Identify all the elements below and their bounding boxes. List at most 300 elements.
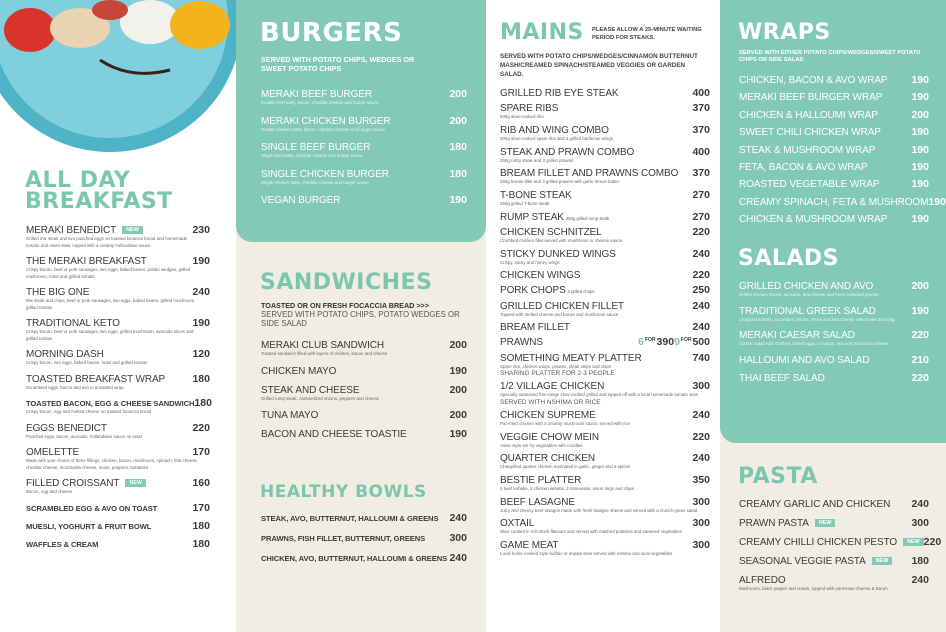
item-note: SERVED WITH NSHIMA OR RICE xyxy=(500,398,601,406)
item-price: 220 xyxy=(192,421,210,434)
menu-item xyxy=(500,300,710,319)
menu-item xyxy=(739,144,929,156)
item-description: Made with your choice of three fillings: chicken, bacon, mushroom, spinach, feta cheese, cheddar cheese, mozzarella cheese, onion, peppers, tomatoes xyxy=(26,458,199,470)
menu-item-row xyxy=(26,520,210,532)
menu-item-row xyxy=(500,211,710,223)
item-description: Classic salad with chicken, boiled eggs, croutons, avo and parmesan cheese xyxy=(739,341,889,346)
menu-item xyxy=(739,354,929,366)
item-price: 220 xyxy=(911,329,929,341)
menu-item-row xyxy=(500,124,710,136)
item-name-text: STICKY DUNKED WINGS xyxy=(500,248,616,260)
menu-item-row xyxy=(500,474,710,486)
item-description: Crispy, sticky and honey wings xyxy=(500,259,560,265)
menu-item-row xyxy=(500,269,710,281)
menu-item xyxy=(739,574,929,593)
item-name xyxy=(739,518,835,529)
breakfast-title: ALL DAY BREAKFAST xyxy=(25,168,173,214)
item-price: 300 xyxy=(692,539,710,552)
item-name-text: CHICKEN SUPREME xyxy=(500,410,596,421)
menu-item-row xyxy=(739,195,946,208)
menu-item xyxy=(500,431,710,450)
menu-item-row xyxy=(26,446,210,458)
menu-item xyxy=(500,248,710,267)
item-name xyxy=(739,214,887,225)
menu-item-row xyxy=(739,74,929,86)
item-price: 370 xyxy=(692,167,710,180)
item-description: 300g slow-cooked spare ribs and 3 grilled barbecue wings xyxy=(500,135,614,141)
menu-item-row xyxy=(500,431,710,443)
item-price: 400 xyxy=(692,87,710,99)
item-name-text: PRAWN PASTA xyxy=(739,518,809,529)
menu-item-row xyxy=(739,213,929,225)
item-description: Pan-fried chicken with a creamy mushroom sauce, served with rice xyxy=(500,421,631,426)
item-name xyxy=(500,337,543,348)
item-name xyxy=(261,554,447,563)
item-price: 300 xyxy=(911,517,929,529)
item-price: 240 xyxy=(692,299,710,312)
item-name-text: THE MERAKI BREAKFAST xyxy=(26,256,147,267)
menu-item-row xyxy=(739,498,929,510)
item-name-text: MERAKI CHICKEN BURGER xyxy=(261,115,391,127)
item-name-text: SWEET CHILI CHICKEN WRAP xyxy=(739,127,881,139)
item-price: 180 xyxy=(449,167,467,180)
item-price: 190 xyxy=(911,74,929,86)
menu-item-row xyxy=(739,280,929,292)
item-name-text: STEAK, AVO, BUTTERNUT, HALLOUMI & GREENS xyxy=(261,514,439,523)
item-price: 240 xyxy=(911,498,929,510)
sandwiches-subtitle-bold: TOASTED OR ON FRESH FOCACCIA BREAD >>> xyxy=(261,301,429,310)
item-price: 200 xyxy=(449,409,467,421)
item-name xyxy=(739,127,881,138)
item-name xyxy=(261,366,336,377)
menu-item xyxy=(500,452,710,471)
item-name xyxy=(500,432,599,443)
menu-item-row xyxy=(261,168,467,180)
menu-item-row xyxy=(261,141,467,153)
item-name xyxy=(261,385,359,396)
item-price: 190 xyxy=(928,195,946,208)
item-name xyxy=(261,89,372,100)
menu-item xyxy=(500,380,710,406)
menu-item xyxy=(500,211,710,223)
item-name xyxy=(500,227,602,238)
menu-item-row xyxy=(500,226,710,238)
menu-item-row xyxy=(500,496,710,508)
menu-item-row xyxy=(500,380,710,392)
item-name xyxy=(739,355,869,366)
item-price: 200 xyxy=(911,108,929,121)
item-price: 180 xyxy=(911,555,929,567)
item-name-text: CHICKEN MAYO xyxy=(261,365,337,377)
item-name-text: FETA, BACON & AVO WRAP xyxy=(739,161,868,173)
menu-item xyxy=(500,146,710,165)
item-description: Juicy and cheesy beef lasagne made with fresh lasagne sheets and served with a crunch green salad xyxy=(500,507,698,513)
item-name-text: VEGAN BURGER xyxy=(261,195,341,206)
item-description: Chargrilled quarter chicken marinated in garlic, ginger and 8 spices xyxy=(500,464,631,470)
sandwiches-subtitle: SERVED WITH POTATO CHIPS, POTATO WEDGES OR SIDE SALAD xyxy=(261,310,460,328)
food-plate-photo xyxy=(0,0,236,160)
item-price: 270 xyxy=(692,210,710,223)
item-price: 200 xyxy=(911,280,929,292)
menu-item-row xyxy=(500,189,710,201)
item-name xyxy=(500,125,609,136)
item-description: Bacon, egg and cheese xyxy=(26,489,73,494)
item-price: 200 xyxy=(449,114,467,127)
item-name-text: CREAMY GARLIC AND CHICKEN xyxy=(739,499,891,510)
item-name-text: TUNA MAYO xyxy=(261,410,319,421)
item-price: 400 xyxy=(692,145,710,158)
item-name-text: MERAKI CAESAR SALAD xyxy=(739,330,855,341)
item-name xyxy=(739,499,890,510)
menu-item xyxy=(739,195,946,208)
item-price: 240 xyxy=(692,452,710,465)
item-price: 190 xyxy=(192,255,210,267)
item-name-text: BREAM FILLET xyxy=(500,322,570,334)
item-name xyxy=(261,534,425,543)
item-description: Scrambled eggs, bacon and avo in a toasted wrap xyxy=(26,384,124,390)
item-price: 220 xyxy=(692,269,710,282)
menu-item-row xyxy=(739,126,929,138)
item-price: 240 xyxy=(192,286,210,298)
item-price: 190 xyxy=(911,91,929,104)
item-name xyxy=(500,353,642,364)
menu-item xyxy=(500,517,710,536)
menu-item-row xyxy=(500,336,710,348)
item-price: 240 xyxy=(692,247,710,260)
menu-item xyxy=(26,520,210,532)
menu-item xyxy=(26,255,210,280)
new-badge: NEW xyxy=(125,479,146,487)
item-name xyxy=(500,212,609,223)
item-name-text: RIB AND WING COMBO xyxy=(500,124,609,136)
menu-item xyxy=(26,397,210,416)
menu-item xyxy=(739,280,929,299)
item-name-text: VEGGIE CHOW MEIN xyxy=(500,431,599,443)
item-price: 170 xyxy=(192,501,210,514)
item-name xyxy=(261,116,391,127)
item-name xyxy=(500,190,572,201)
item-price: 220 xyxy=(692,225,710,238)
menu-item xyxy=(261,365,467,377)
new-badge: NEW xyxy=(903,538,924,546)
item-description: Crispy bacon, beef or pork sausages, two eggs, grilled mushroom, avocado slices and grilled tomato xyxy=(26,329,194,341)
item-description: 500g slow-cooked ribs xyxy=(500,114,544,120)
item-name-text: PRAWNS, FISH FILLET, BUTTERNUT, GREENS xyxy=(261,534,426,543)
menu-item xyxy=(261,384,467,403)
price-for-label: FOR xyxy=(644,337,656,344)
burgers-sandwiches-column xyxy=(236,0,486,632)
menu-item xyxy=(261,512,467,524)
item-name xyxy=(739,373,825,384)
item-name-text: CREAMY CHILLI CHICKEN PESTO xyxy=(739,537,898,548)
item-price-options xyxy=(638,336,710,348)
item-name xyxy=(739,162,868,173)
item-price: 160 xyxy=(192,477,210,489)
item-name xyxy=(739,197,928,208)
menu-item-row xyxy=(261,365,467,377)
item-name xyxy=(26,399,194,408)
item-name xyxy=(500,497,575,508)
menu-item xyxy=(739,126,929,138)
item-price: 300 xyxy=(449,532,467,544)
item-name xyxy=(500,88,619,99)
item-description: Slow cooked in rich stock flavours and served with mashed potatoes and steamed vegetables xyxy=(500,529,682,535)
menu-item-row xyxy=(261,428,467,440)
mains-title: MAINS xyxy=(500,20,584,45)
item-name-text: BACON AND CHEESE TOASTIE xyxy=(261,429,407,440)
item-name xyxy=(261,340,384,351)
item-name xyxy=(500,381,604,392)
item-name xyxy=(500,475,581,486)
item-price: 180 xyxy=(192,372,210,385)
menu-item-row xyxy=(739,574,929,586)
mains-steak-note: PLEASE ALLOW A 25-MINUTE WAITING PERIOD FOR STEAKS. xyxy=(592,27,702,41)
menu-item-row xyxy=(500,352,710,364)
item-price: 240 xyxy=(449,552,467,564)
item-name-text: SPARE RIBS xyxy=(500,103,559,115)
item-name-text: MERAKI BENEDICT xyxy=(26,225,117,236)
menu-item-row xyxy=(739,144,929,156)
menu-item xyxy=(26,373,210,392)
price-quantity: 6 xyxy=(638,336,644,349)
item-price: 240 xyxy=(692,321,710,334)
item-name xyxy=(26,318,120,329)
item-name xyxy=(500,322,570,333)
item-name xyxy=(261,410,318,421)
item-price: 190 xyxy=(449,364,467,377)
item-price: 190 xyxy=(911,178,929,191)
item-name-text: STEAK & MUSHROOM WRAP xyxy=(739,144,876,156)
item-price: 370 xyxy=(692,123,710,136)
item-name-text: TRADITIONAL KETO xyxy=(26,318,120,329)
menu-item-row xyxy=(500,452,710,464)
item-price: 390 xyxy=(656,336,675,349)
item-description: Grilled rump steak, caramelized onions, peppers and cheese xyxy=(261,395,380,401)
item-name xyxy=(261,429,407,440)
item-name xyxy=(739,537,924,548)
item-name-text: 1/2 VILLAGE CHICKEN xyxy=(500,381,605,393)
item-name-text: PRAWNS xyxy=(500,337,543,349)
item-price: 370 xyxy=(692,102,710,115)
item-name xyxy=(26,478,146,489)
item-price: 500 xyxy=(692,336,710,349)
item-name xyxy=(26,423,107,434)
item-price: 250 xyxy=(692,284,710,297)
item-price: 270 xyxy=(692,188,710,201)
menu-item xyxy=(739,109,929,121)
item-price: 180 xyxy=(192,537,210,550)
menu-item xyxy=(26,317,210,342)
menu-item-row xyxy=(500,300,710,312)
item-description: 250g bream fillet and 3 grilled prawns with garlic lemon butter xyxy=(500,179,620,185)
item-price: 120 xyxy=(192,348,210,360)
wraps-subtitle: SERVED WITH EITHER POTATO CHIPS/WEDGES/SWEET POTATO CHIPS OR SIDE SALAD xyxy=(739,50,921,63)
new-badge: NEW xyxy=(815,519,836,527)
menu-item-row xyxy=(261,512,467,524)
burgers-title: BURGERS xyxy=(260,18,403,48)
item-name xyxy=(739,575,786,586)
menu-item xyxy=(500,284,710,296)
menu-item-row xyxy=(261,384,467,396)
item-description: 250g rump steak and 3 grilled prawns xyxy=(500,157,574,163)
item-name-text: TOASTED BACON, EGG & CHEESE SANDWICH xyxy=(26,399,195,408)
item-name xyxy=(500,453,595,464)
menu-item xyxy=(739,536,942,548)
item-name xyxy=(500,518,534,529)
item-name-text: BESTIE PLATTER xyxy=(500,475,582,487)
healthy-bowls-title: HEALTHY BOWLS xyxy=(260,482,427,502)
item-name xyxy=(739,75,887,86)
item-name xyxy=(26,256,147,267)
menu-item-row xyxy=(500,167,710,179)
item-price: 240 xyxy=(911,574,929,586)
item-name-text: PORK CHOPS xyxy=(500,285,566,297)
item-name xyxy=(739,306,876,317)
mains-subtitle: SERVED WITH POTATO CHIPS/WEDGES/CINNAMON BUTTERNUT MASH/CREAMED SPINACH/STEAMED VEGGIES OR GARDEN SALAD. xyxy=(500,53,698,78)
wraps-salads-panel xyxy=(720,0,946,443)
item-name-text: MORNING DASH xyxy=(26,349,104,360)
item-name-text: MERAKI CLUB SANDWICH xyxy=(261,340,385,351)
item-name-text: CHICKEN SCHNITZEL xyxy=(500,226,602,238)
item-price: 180 xyxy=(194,397,212,409)
menu-item xyxy=(500,167,710,186)
item-description: 2 beef kebabs, 2 chicken kebabs, 2 samoosas, onion rings and chips xyxy=(500,486,634,492)
menu-item-row xyxy=(261,194,467,206)
item-name-text: MERAKI BEEF BURGER WRAP xyxy=(739,92,883,104)
item-name-text: TOASTED BREAKFAST WRAP xyxy=(26,373,166,385)
menu-item-row xyxy=(739,329,929,341)
item-description: Toasted sandwich filled with layers of chicken, bacon and cheese xyxy=(261,351,388,356)
menu-item xyxy=(26,538,210,550)
item-description: Double chicken patty, bacon, cheddar cheese and burger sauce xyxy=(261,126,385,132)
menu-item xyxy=(739,91,929,103)
menu-item-row xyxy=(500,102,710,114)
menu-item-row xyxy=(26,373,210,385)
item-name-text: CHICKEN WINGS xyxy=(500,270,581,282)
item-description: Mushroom, black pepper and cream, topped with parmesan cheese & bacon xyxy=(739,586,888,591)
menu-item-row xyxy=(500,409,710,421)
item-name xyxy=(500,285,595,296)
item-name xyxy=(261,142,370,153)
item-description: Chopped tomato, cucumber, onions, olives and feta cheese with Greek dressing xyxy=(739,316,895,322)
item-name-text: MERAKI BEEF BURGER xyxy=(261,89,372,100)
item-name xyxy=(739,179,879,190)
item-price: 230 xyxy=(192,224,210,236)
menu-item-row xyxy=(261,115,467,127)
menu-item-row xyxy=(739,178,929,190)
menu-item-row xyxy=(739,305,929,317)
item-name-text: SEASONAL VEGGIE PASTA xyxy=(739,556,866,567)
item-name-text: SINGLE CHICKEN BURGER xyxy=(261,168,389,180)
item-description: Grilled mix steak and two poached eggs on toasted focaccia bread and homemade tomato and onion stew, topped with a creamy hollandaise sauce xyxy=(26,236,188,248)
item-name-text: BREAM FILLET AND PRAWNS COMBO xyxy=(500,168,679,180)
item-price: 200 xyxy=(449,383,467,396)
menu-item xyxy=(500,226,710,245)
menu-item xyxy=(739,372,929,384)
menu-item-row xyxy=(26,397,210,409)
item-name xyxy=(739,110,878,121)
item-name-text: ROASTED VEGETABLE WRAP xyxy=(739,179,880,191)
menu-item-row xyxy=(739,91,929,103)
menu-item xyxy=(261,141,467,160)
item-name xyxy=(26,522,151,531)
item-price: 190 xyxy=(911,143,929,156)
item-name-text: FILLED CROISSANT xyxy=(26,478,120,489)
item-description: Mix steak and chips, beef or pork sausages, two eggs, baked beans, grilled mushroom, grilled tomato xyxy=(26,298,196,310)
menu-item xyxy=(26,502,210,514)
menu-item xyxy=(739,74,929,86)
item-name-text: GAME MEAT xyxy=(500,540,559,552)
item-description: Crispy bacon, beef or pork sausages, two eggs, baked beans, potato wedges, grilled mushroom, toast and grilled tomato xyxy=(26,267,191,279)
item-name-text: HALLOUMI AND AVO SALAD xyxy=(739,354,870,366)
menu-item xyxy=(26,422,210,441)
item-name xyxy=(739,92,882,103)
item-description: Double beef patty, bacon, cheddar cheese and burger sauce xyxy=(261,100,379,105)
menu-item xyxy=(26,446,210,471)
item-name xyxy=(500,540,558,551)
item-name-text: MUESLI, YOGHURT & FRUIT BOWL xyxy=(26,521,152,531)
menu-item-row xyxy=(261,552,467,564)
menu-item xyxy=(261,88,467,107)
menu-item xyxy=(261,532,467,544)
salads-title: SALADS xyxy=(738,246,840,271)
menu-item xyxy=(261,428,467,440)
item-name xyxy=(739,330,855,341)
item-price: 240 xyxy=(692,409,710,421)
item-price: 220 xyxy=(692,430,710,443)
item-name-text: THE BIG ONE xyxy=(26,287,90,298)
item-price: 170 xyxy=(192,446,210,458)
item-description: Spare ribs, chicken wings, prawns, steak strips and chips xyxy=(500,363,612,369)
item-name-text: GRILLED RIB EYE STEAK xyxy=(500,88,619,99)
menu-item-row xyxy=(261,88,467,100)
item-note: SHARING PLATTER FOR 2-3 PEOPLE xyxy=(500,370,615,378)
menu-item xyxy=(500,321,710,333)
menu-item xyxy=(500,336,710,348)
item-name-text: GRILLED CHICKEN FILLET xyxy=(500,300,624,312)
menu-item xyxy=(26,286,210,311)
item-description: Single beef patty, cheddar cheese and burger sauce xyxy=(261,153,363,158)
item-price: 200 xyxy=(449,88,467,100)
menu-item-row xyxy=(739,161,929,173)
menu-item-row xyxy=(26,477,210,489)
item-name-text: CREAMY SPINACH, FETA & MUSHROOM xyxy=(739,196,929,208)
price-for-label: FOR xyxy=(680,337,692,344)
menu-item xyxy=(26,477,210,496)
item-name xyxy=(500,270,580,281)
item-name xyxy=(500,249,616,260)
menu-item xyxy=(739,213,929,225)
item-name-text: CHICKEN, AVO, BUTTERNUT, HALLOUMI & GREENS xyxy=(261,554,448,563)
item-description: Local home cooked style buffalo or impala stew served with nshima and local vegetables xyxy=(500,551,673,557)
menu-item xyxy=(500,124,710,143)
menu-item xyxy=(500,87,710,99)
item-name-text: THAI BEEF SALAD xyxy=(739,372,825,384)
menu-item xyxy=(500,189,710,208)
item-name-text: TRADITIONAL GREEK SALAD xyxy=(739,305,876,317)
mains-column xyxy=(486,0,720,632)
menu-item-row xyxy=(26,224,210,236)
item-name-text: SOMETHING MEATY PLATTER xyxy=(500,352,642,364)
item-description: Crumbed chicken fillet served with mushroom or cheese sauce xyxy=(500,237,623,243)
item-inline-desc: 2 grilled chops xyxy=(567,289,595,295)
menu-item-row xyxy=(500,248,710,260)
item-description: Topped with melted cheese and bacon and mushroom sauce xyxy=(500,311,619,317)
menu-item xyxy=(500,352,710,378)
menu-item xyxy=(739,329,929,348)
menu-item-row xyxy=(261,409,467,421)
menu-item-row xyxy=(261,339,467,351)
